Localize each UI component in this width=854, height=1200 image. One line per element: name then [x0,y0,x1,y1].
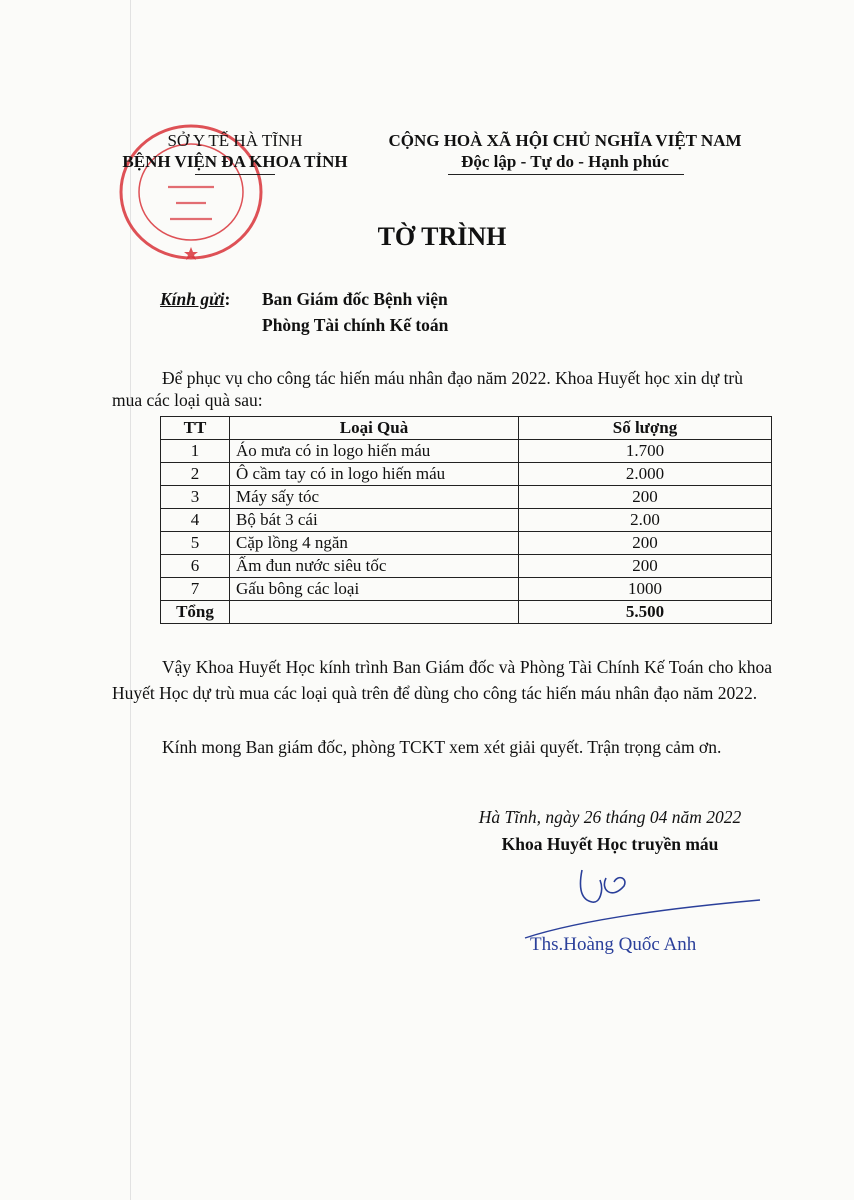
total-empty [230,601,519,624]
row-number: 2 [161,463,230,486]
total-label: Tổng [161,601,230,624]
header-gift: Loại Quà [230,417,519,440]
date-place: Hà Tĩnh, ngày 26 tháng 04 năm 2022 [478,807,742,827]
table-row [161,555,772,578]
document-title: TỜ TRÌNH [377,222,507,251]
table-header-row [161,417,772,440]
gift-table [160,416,772,624]
gift-quantity: 2.000 [519,463,772,486]
row-number: 7 [161,578,230,601]
row-number: 4 [161,509,230,532]
national-title: CỘNG HOÀ XÃ HỘI CHỦ NGHĨA VIỆT NAM [388,131,742,150]
gift-quantity: 2.00 [519,509,772,532]
issuer-ministry: SỞ Y TẾ HÀ TĨNH [167,131,303,150]
gift-quantity: 200 [519,486,772,509]
gift-name: Bộ bát 3 cái [230,509,519,532]
gift-name: Gấu bông các loại [230,578,519,601]
row-number: 5 [161,532,230,555]
signer-name: Ths.Hoàng Quốc Anh [530,934,697,955]
request-paragraph: Vậy Khoa Huyết Học kính trình Ban Giám đốc và Phòng Tài Chính Kế Toán cho khoa Huyết Học dự trù mua các loại quà trên để dùng cho công tác hiến máu nhân đạo năm 2022. [112,657,772,703]
gift-quantity: 200 [519,555,772,578]
total-value: 5.500 [519,601,772,624]
recipient-2: Phòng Tài chính Kế toán [262,315,449,335]
recipients-label: Kính gửi: [160,289,231,309]
row-number: 1 [161,440,230,463]
motto-underline [448,174,684,175]
table-row [161,578,772,601]
table-row [161,532,772,555]
table-row [161,509,772,532]
gift-name: Áo mưa có in logo hiến máu [230,440,519,463]
table-row [161,486,772,509]
issuer-hospital: BỆNH VIỆN ĐA KHOA TỈNH [122,152,348,171]
gift-name: Máy sấy tóc [230,486,519,509]
table-row [161,463,772,486]
signing-department: Khoa Huyết Học truyền máu [501,834,719,854]
gift-name: Ấm đun nước siêu tốc [230,555,519,578]
recipient-1: Ban Giám đốc Bệnh viện [262,289,448,309]
closing-paragraph: Kính mong Ban giám đốc, phòng TCKT xem xét giải quyết. Trận trọng cảm ơn. [162,737,722,757]
gift-quantity: 1000 [519,578,772,601]
gift-name: Cặp lồng 4 ngăn [230,532,519,555]
header-quantity: Số lượng [519,417,772,440]
gift-quantity: 200 [519,532,772,555]
national-motto: Độc lập - Tự do - Hạnh phúc [461,152,669,171]
handwritten-signature [520,860,770,940]
row-number: 3 [161,486,230,509]
gift-name: Ô cầm tay có in logo hiến máu [230,463,519,486]
table-row [161,440,772,463]
issuer-underline [195,174,275,175]
recipients-label-text: Kính gửi [160,289,225,309]
row-number: 6 [161,555,230,578]
intro-paragraph: Để phục vụ cho công tác hiến máu nhân đạo năm 2022. Khoa Huyết học xin dự trù mua các loại quà sau: [112,368,744,410]
gift-quantity: 1.700 [519,440,772,463]
table-total-row [161,601,772,624]
header-tt: TT [161,417,230,440]
